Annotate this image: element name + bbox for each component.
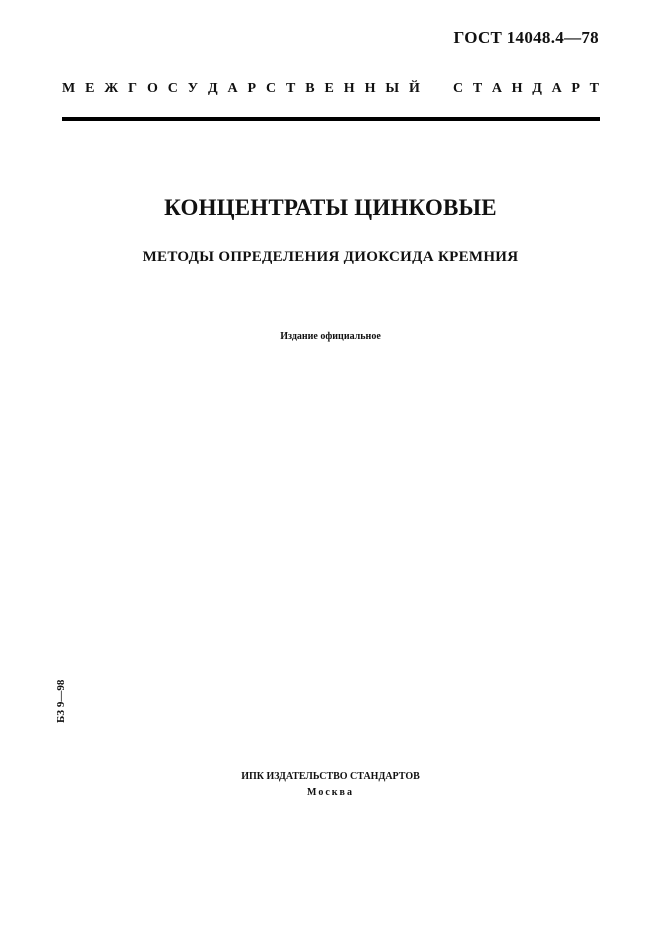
heading-letter: Е	[324, 81, 334, 96]
heading-letter: В	[305, 81, 315, 96]
heading-letter: Г	[128, 81, 138, 96]
heading-letter: Н	[343, 81, 355, 96]
heading-letter: А	[551, 81, 562, 96]
standard-word	[453, 80, 599, 98]
heading-letter: У	[187, 81, 199, 96]
document-subtitle: МЕТОДЫ ОПРЕДЕЛЕНИЯ ДИОКСИДА КРЕМНИЯ	[142, 249, 519, 265]
publisher: ИПК ИЗДАТЕЛЬСТВО СТАНДАРТОВ	[241, 771, 420, 782]
heading-letter: Ж	[104, 81, 119, 96]
heading-letter: С	[453, 81, 464, 96]
side-code: БЗ 9—98	[55, 679, 67, 723]
interstate-standard-heading	[62, 80, 599, 98]
heading-letter: Т	[286, 81, 296, 96]
heading-letter: Д	[532, 81, 542, 96]
heading-letter: Т	[589, 81, 599, 96]
heading-letter: Т	[472, 81, 483, 96]
heading-letter: А	[227, 81, 238, 96]
interstate-word	[62, 80, 420, 98]
heading-letter: Е	[85, 81, 95, 96]
standard-number: ГОСТ 14048.4—78	[453, 28, 599, 47]
heading-letter: С	[167, 81, 178, 96]
heading-letter: М	[62, 81, 76, 96]
heading-letter: Й	[409, 81, 420, 96]
heading-letter: Д	[207, 81, 218, 96]
heading-letter: А	[491, 81, 502, 96]
heading-letter: Р	[247, 81, 257, 96]
header-divider	[62, 117, 600, 121]
document-title: КОНЦЕНТРАТЫ ЦИНКОВЫЕ	[164, 195, 497, 220]
heading-letter: Н	[364, 81, 376, 96]
heading-letter: Р	[571, 81, 580, 96]
publication-city: Москва	[307, 787, 354, 798]
heading-letter: С	[266, 81, 277, 96]
heading-letter: О	[146, 81, 158, 96]
heading-letter: Ы	[385, 81, 400, 96]
edition-note: Издание официальное	[280, 331, 381, 342]
heading-letter: Н	[511, 81, 523, 96]
